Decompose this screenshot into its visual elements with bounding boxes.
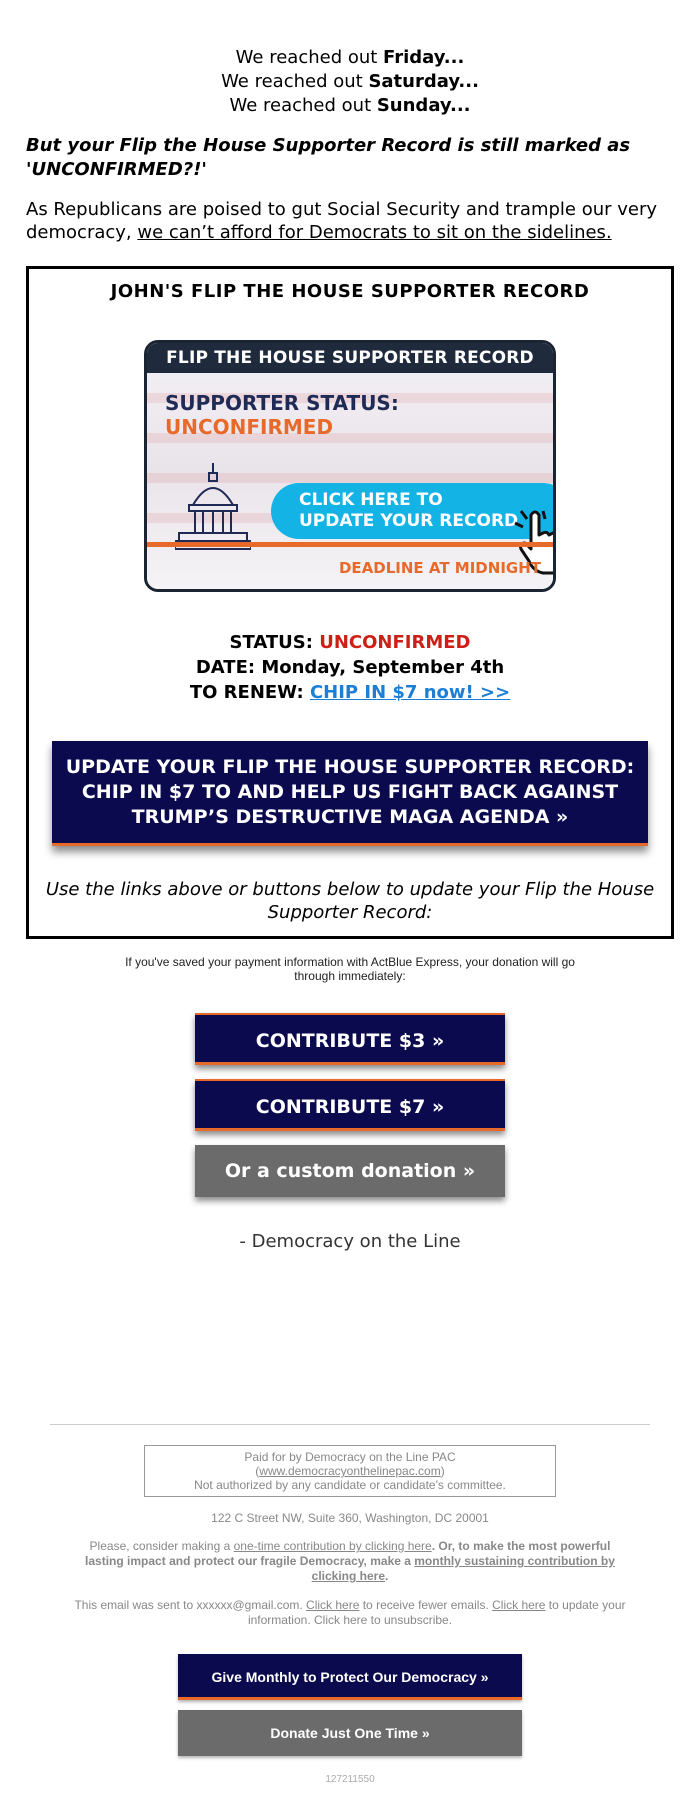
lead-warning: But your Flip the House Supporter Record is still marked as 'UNCONFIRMED?!' <box>26 135 631 180</box>
email-info-paragraph: This email was sent to xxxxxx@gmail.com. Click here to receive fewer emails. Click here to update your information. Click here to unsubscribe. <box>74 1598 626 1627</box>
update-record-cta[interactable]: CLICK HERE TO UPDATE YOUR RECORD <box>271 483 556 539</box>
donate-one-time-button[interactable]: Donate Just One Time » <box>178 1710 522 1756</box>
card-status-label: SUPPORTER STATUS: <box>165 391 399 415</box>
pac-website-link[interactable]: www.democracyonthelinepac.com <box>259 1464 441 1478</box>
contribute-7-wrap <box>0 1079 700 1131</box>
record-card-image[interactable] <box>144 340 556 592</box>
status-value: UNCONFIRMED <box>319 632 471 653</box>
monthly-contribution-link[interactable]: monthly sustaining contribution by clicking here <box>311 1554 615 1583</box>
status-lines <box>29 630 671 705</box>
use-links-text: Use the links above or buttons below to update your Flip the House Supporter Record: <box>45 879 655 923</box>
supporter-record-box <box>26 266 674 939</box>
signoff: - Democracy on the Line <box>239 1231 461 1252</box>
body-paragraph: As Republicans are poised to gut Social Security and trample our very democracy, we can’t afford for Democrats to sit on the sidelines. <box>26 199 658 243</box>
date-line: DATE: Monday, September 4th <box>195 657 505 678</box>
record-title: JOHN'S FLIP THE HOUSE SUPPORTER RECORD <box>110 281 590 302</box>
intro-line-friday: We reached out Friday... <box>235 47 465 68</box>
card-status-value: UNCONFIRMED <box>165 415 334 439</box>
card-orange-rule <box>147 542 553 547</box>
chip-in-link[interactable]: CHIP IN $7 now! >> <box>309 682 511 703</box>
contribute-7-button[interactable]: CONTRIBUTE $7 » <box>195 1079 505 1131</box>
actblue-note: If you've saved your payment information with ActBlue Express, your donation will go through immediately: <box>125 955 575 983</box>
paid-for-box: Paid for by Democracy on the Line PAC (www.democracyonthelinepac.com) Not authorized by any candidate or candidate's committee. <box>144 1445 556 1497</box>
one-time-contribution-link[interactable]: one-time contribution by clicking here <box>233 1539 432 1553</box>
underlined-phrase: we can’t afford for Democrats to sit on the sidelines. <box>137 222 612 243</box>
custom-donation-button[interactable]: Or a custom donation » <box>195 1145 505 1197</box>
card-body <box>147 373 553 589</box>
update-info-link[interactable]: Click here <box>492 1598 546 1612</box>
contribute-3-button[interactable]: CONTRIBUTE $3 » <box>195 1013 505 1065</box>
intro-line-saturday: We reached out Saturday... <box>221 71 479 92</box>
custom-donation-wrap <box>0 1145 700 1197</box>
intro-line-sunday: We reached out Sunday... <box>229 95 471 116</box>
consider-paragraph: Please, consider making a one-time contribution by clicking here. Or, to make the most powerful lasting impact and protect our fragile Democracy, make a monthly sustaining contribution by clicking here. <box>85 1539 615 1583</box>
mailing-address: 122 C Street NW, Suite 360, Washington, DC 20001 <box>211 1511 489 1525</box>
update-record-banner-button[interactable]: UPDATE YOUR FLIP THE HOUSE SUPPORTER RECORD: CHIP IN $7 TO AND HELP US FIGHT BACK AGAINST TRUMP’S DESTRUCTIVE MAGA AGENDA » <box>52 741 648 846</box>
intro-lines <box>0 0 700 118</box>
fewer-emails-link[interactable]: Click here <box>306 1598 360 1612</box>
footer-divider <box>50 1424 650 1425</box>
capitol-icon <box>175 461 251 553</box>
renew-line: TO RENEW: CHIP IN $7 now! >> <box>189 682 511 703</box>
contribute-3-wrap <box>0 1013 700 1065</box>
give-monthly-button[interactable]: Give Monthly to Protect Our Democracy » <box>178 1654 522 1700</box>
card-header: FLIP THE HOUSE SUPPORTER RECORD <box>147 343 553 373</box>
status-line: STATUS: UNCONFIRMED <box>229 632 471 653</box>
card-deadline: DEADLINE AT MIDNIGHT <box>338 559 541 577</box>
email-code: 127211550 <box>325 1774 375 1785</box>
